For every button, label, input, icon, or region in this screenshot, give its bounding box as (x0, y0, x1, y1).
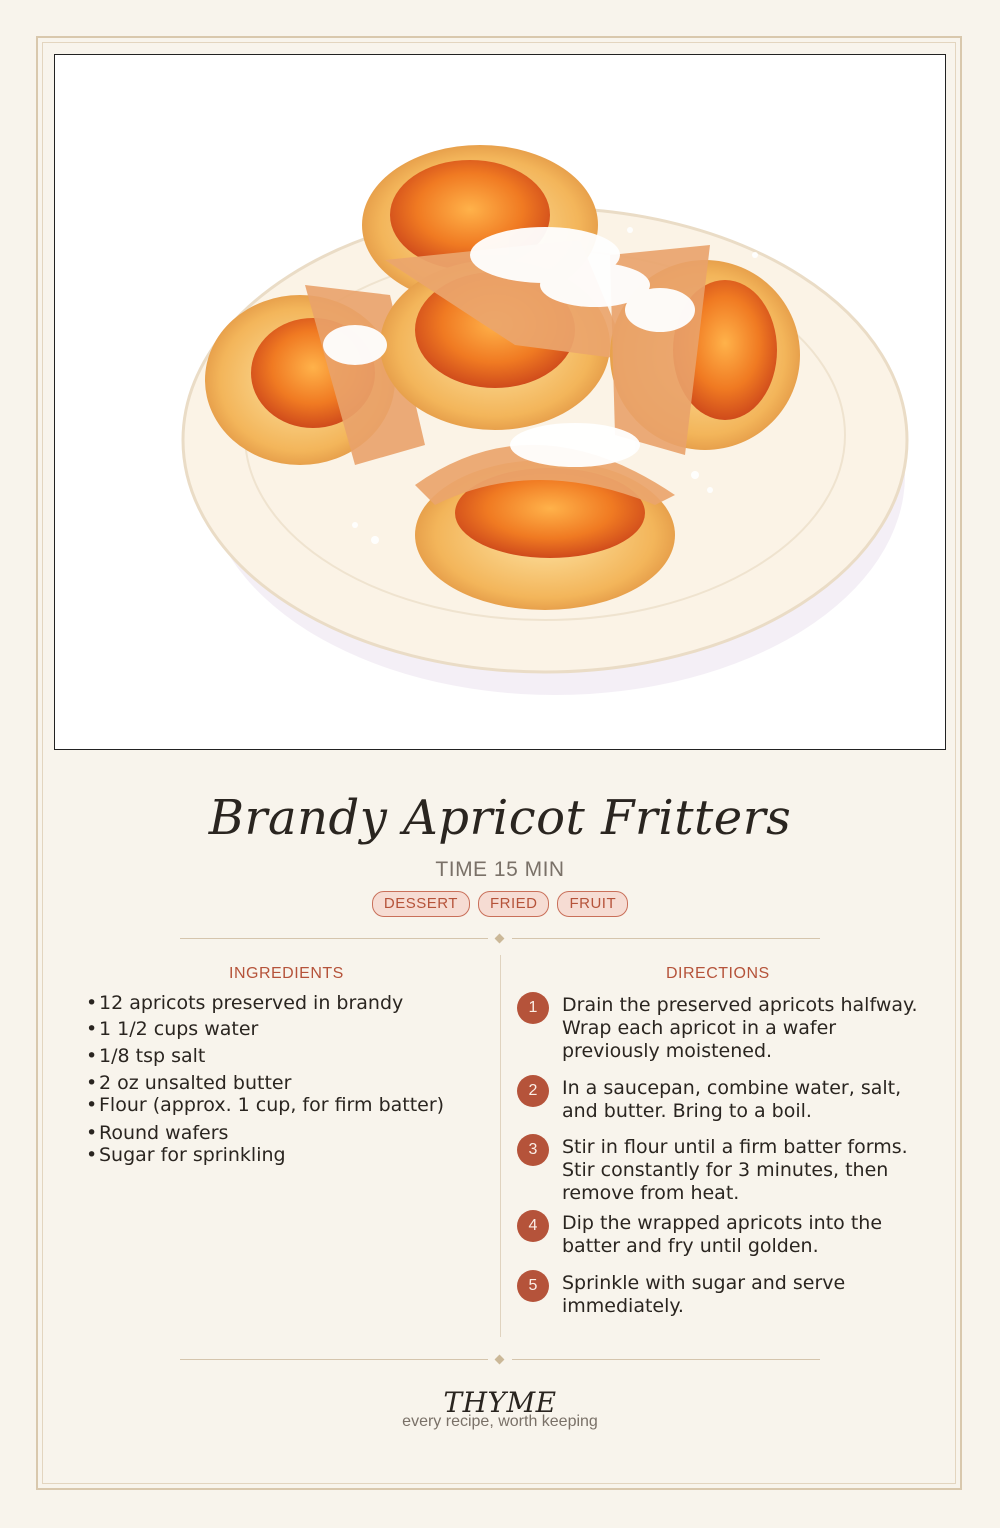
divider-bottom (180, 1354, 820, 1366)
cook-time: TIME 15 MIN (435, 858, 565, 881)
divider-diamond-icon (495, 934, 505, 944)
tag-dessert[interactable]: DESSERT (372, 891, 470, 917)
ingredient-item: • Round wafers (86, 1122, 228, 1144)
step-number-badge: 1 (517, 992, 549, 1024)
column-divider (500, 955, 501, 1337)
brand-logo: THYME (443, 1386, 557, 1419)
ingredient-item: • 1/8 tsp salt (86, 1045, 205, 1067)
recipe-photo (54, 54, 946, 750)
step-text: Sprinkle with sugar and serve immediately. (562, 1272, 846, 1317)
tag-list (0, 891, 1000, 917)
step-text: In a saucepan, combine water, salt, and butter. Bring to a boil. (562, 1077, 902, 1122)
ingredient-item: • 2 oz unsalted butter (86, 1072, 291, 1094)
ingredients-heading: INGREDIENTS (229, 965, 344, 982)
recipe-title: Brandy Apricot Fritters (208, 790, 792, 846)
tag-fruit[interactable]: FRUIT (557, 891, 628, 917)
directions-heading: DIRECTIONS (666, 965, 770, 982)
ingredient-item: • Flour (approx. 1 cup, for firm batter) (86, 1094, 444, 1116)
step-number-badge: 2 (517, 1075, 549, 1107)
step-text: Dip the wrapped apricots into the batter and fry until golden. (562, 1212, 883, 1257)
divider-diamond-icon (495, 1355, 505, 1365)
tag-fried[interactable]: FRIED (478, 891, 550, 917)
divider-top (180, 933, 820, 945)
step-number-badge: 4 (517, 1210, 549, 1242)
ingredient-item: • 1 1/2 cups water (86, 1018, 258, 1040)
ingredient-item: • Sugar for sprinkling (86, 1144, 286, 1166)
step-number-badge: 5 (517, 1270, 549, 1302)
brand-tagline: every recipe, worth keeping (402, 1413, 598, 1430)
step-text: Stir in flour until a firm batter forms. Stir constantly for 3 minutes, then remove from heat. (562, 1136, 908, 1204)
step-text: Drain the preserved apricots halfway. Wrap each apricot in a wafer previously moistened. (562, 994, 918, 1062)
step-number-badge: 3 (517, 1134, 549, 1166)
ingredient-item: • 12 apricots preserved in brandy (86, 992, 403, 1014)
